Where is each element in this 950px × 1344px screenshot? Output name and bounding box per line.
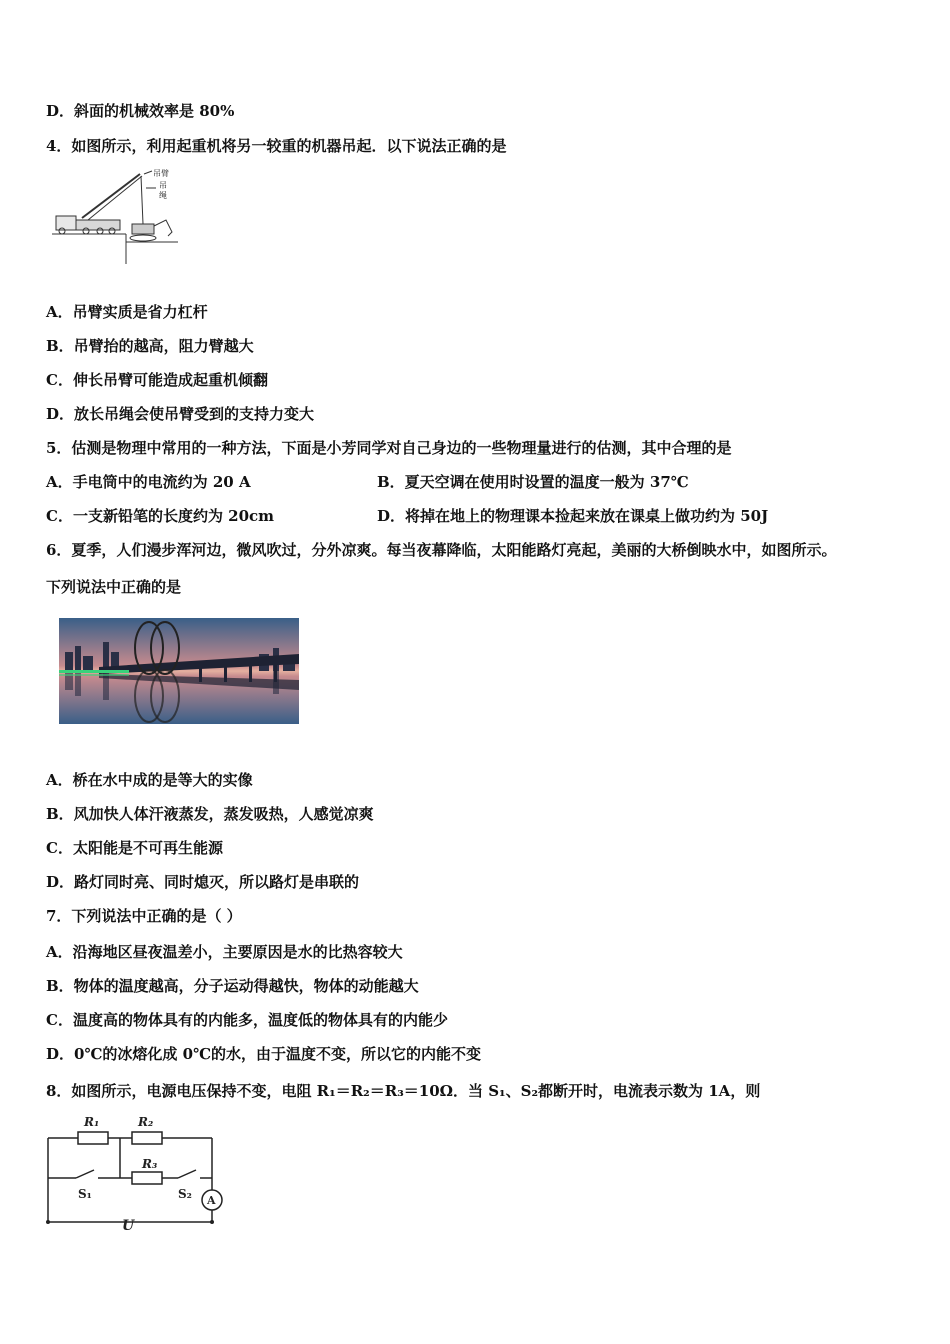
q5-option-d: D．将掉在地上的物理课本捡起来放在课桌上做功约为 50J bbox=[377, 507, 769, 525]
q6-option-d: D．路灯同时亮、同时熄灭，所以路灯是串联的 bbox=[46, 873, 360, 891]
q6-option-c: C．太阳能是不可再生能源 bbox=[46, 839, 223, 857]
q4-stem: 4．如图所示，利用起重机将另一较重的机器吊起．以下说法正确的是 bbox=[46, 137, 507, 155]
circuit-diagram bbox=[40, 1108, 230, 1234]
q4-option-d: D．放长吊绳会使吊臂受到的支持力变大 bbox=[46, 405, 315, 423]
q7-option-d: D．0℃的冰熔化成 0℃的水，由于温度不变，所以它的内能不变 bbox=[46, 1045, 482, 1063]
q5-option-b: B．夏天空调在使用时设置的温度一般为 37℃ bbox=[377, 473, 689, 491]
bridge-photo bbox=[59, 618, 299, 724]
q6-option-a: A．桥在水中成的是等大的实像 bbox=[46, 771, 253, 789]
s2-label: S₂ bbox=[178, 1187, 192, 1201]
q7-option-a: A．沿海地区昼夜温差小，主要原因是水的比热容较大 bbox=[46, 943, 403, 961]
rope-label-2: 绳 bbox=[159, 191, 167, 200]
q4-option-c: C．伸长吊臂可能造成起重机倾翻 bbox=[46, 371, 268, 389]
r1-label: R₁ bbox=[84, 1115, 100, 1129]
q7-option-c: C．温度高的物体具有的内能多，温度低的物体具有的内能少 bbox=[46, 1011, 448, 1029]
q7-option-b: B．物体的温度越高，分子运动得越快，物体的动能越大 bbox=[46, 977, 419, 995]
q4-option-b: B．吊臂抬的越高，阻力臂越大 bbox=[46, 337, 254, 355]
q6-stem-line1: 6．夏季，人们漫步浑河边，微风吹过，分外凉爽。每当夜幕降临，太阳能路灯亮起，美丽的大桥倒映水中，如图所示。 bbox=[46, 541, 837, 559]
q5-option-a: A．手电筒中的电流约为 20 A bbox=[46, 473, 251, 491]
q7-stem: 7．下列说法中正确的是（ ） bbox=[46, 907, 242, 925]
s1-label: S₁ bbox=[78, 1187, 92, 1201]
q3-option-d: D．斜面的机械效率是 80% bbox=[46, 102, 235, 120]
boom-label: 吊臂 bbox=[153, 169, 169, 178]
rope-label-1: 吊 bbox=[159, 181, 167, 190]
q5-option-c: C．一支新铅笔的长度约为 20cm bbox=[46, 507, 275, 525]
ammeter-label: A bbox=[207, 1194, 216, 1207]
q8-stem: 8．如图所示，电源电压保持不变，电阻 R₁＝R₂＝R₃＝10Ω．当 S₁、S₂都断开时，电流表示数为 1A，则 bbox=[46, 1082, 761, 1100]
r2-label: R₂ bbox=[138, 1115, 154, 1129]
voltage-label: U bbox=[122, 1218, 135, 1234]
r3-label: R₃ bbox=[142, 1157, 158, 1171]
q6-option-b: B．风加快人体汗液蒸发，蒸发吸热，人感觉凉爽 bbox=[46, 805, 374, 823]
q6-stem-line2: 下列说法中正确的是 bbox=[46, 578, 182, 596]
q5-stem: 5．估测是物理中常用的一种方法，下面是小芳同学对自己身边的一些物理量进行的估测，其中合理的是 bbox=[46, 439, 732, 457]
q4-option-a: A．吊臂实质是省力杠杆 bbox=[46, 303, 208, 321]
crane-figure bbox=[48, 166, 183, 268]
